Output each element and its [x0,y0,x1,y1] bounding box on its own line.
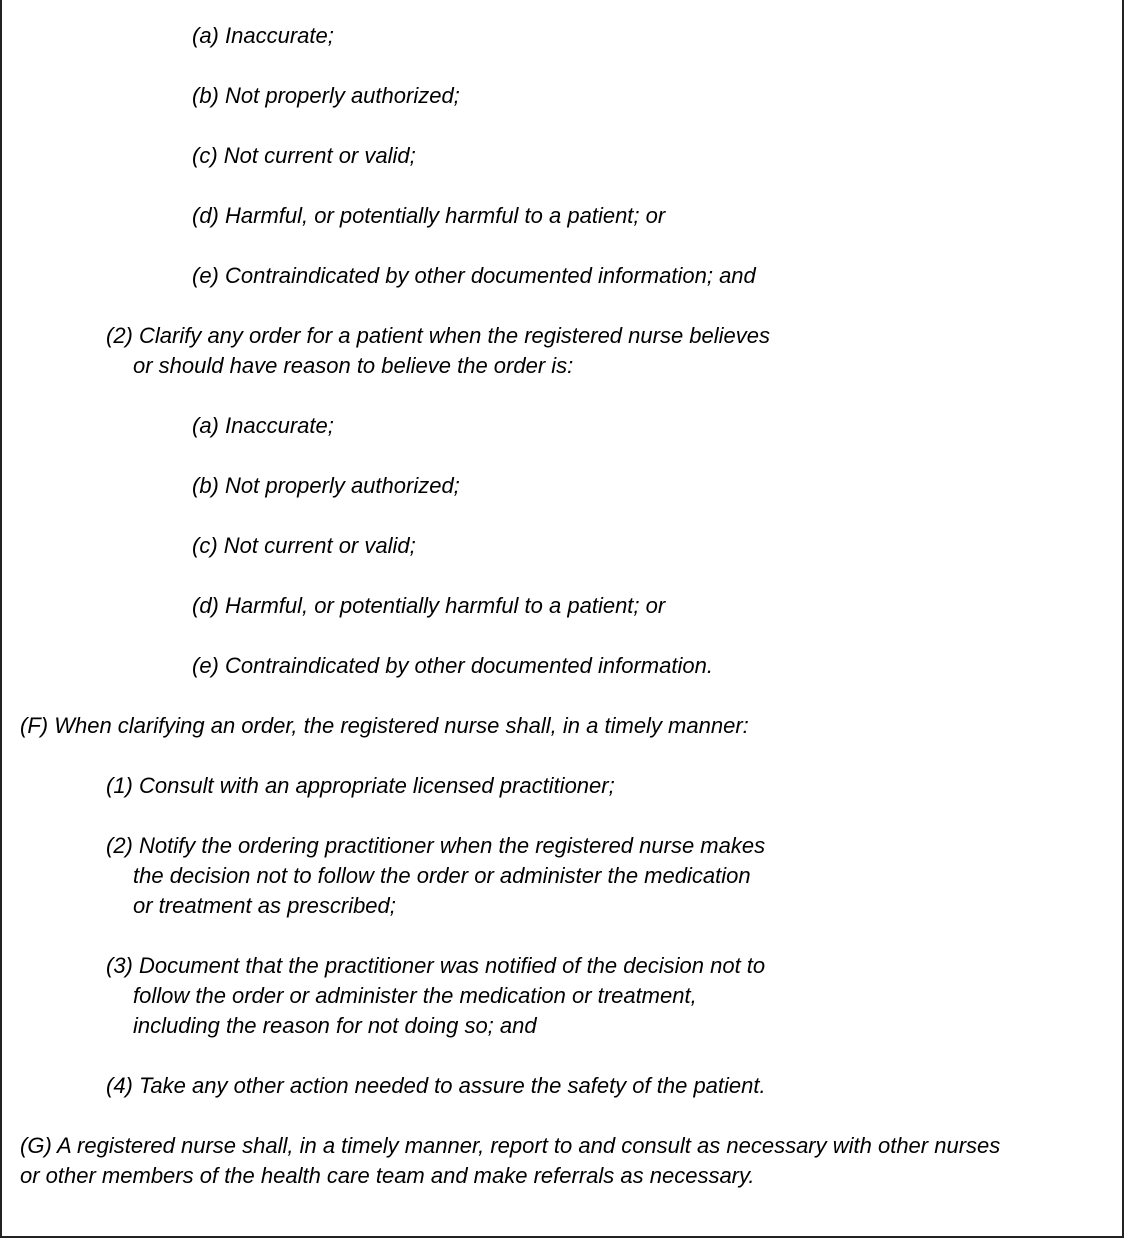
section-g-line2: or other members of the health care team and make referrals as necessary. [20,1163,755,1188]
clause-f2-line2: the decision not to follow the order or administer the medication [133,863,751,888]
clause-e2-line2: or should have reason to believe the order is: [133,353,574,378]
clause-f3-line1: (3) Document that the practitioner was notified of the decision not to [106,953,766,978]
list-item: (d) Harmful, or potentially harmful to a patient; or [192,593,666,618]
clause-f3-line3: including the reason for not doing so; and [133,1013,537,1038]
clause-f2-line1: (2) Notify the ordering practitioner when the registered nurse makes [106,833,766,858]
list-item: (c) Not current or valid; [192,533,416,558]
list-item: (a) Inaccurate; [192,413,334,438]
list-item: (d) Harmful, or potentially harmful to a patient; or [192,203,666,228]
list-item: (e) Contraindicated by other documented information. [192,653,713,678]
clause-f3-line2: follow the order or administer the medication or treatment, [133,983,697,1008]
clause-f4: (4) Take any other action needed to assure the safety of the patient. [106,1073,766,1098]
list-item: (a) Inaccurate; [192,23,334,48]
list-item: (e) Contraindicated by other documented information; and [192,263,756,288]
section-g-line1: (G) A registered nurse shall, in a timely manner, report to and consult as necessary with other nurses [20,1133,1001,1158]
list-item: (b) Not properly authorized; [192,83,460,108]
list-item: (c) Not current or valid; [192,143,416,168]
list-item: (b) Not properly authorized; [192,473,460,498]
clause-f1: (1) Consult with an appropriate licensed practitioner; [106,773,615,798]
clause-e2-line1: (2) Clarify any order for a patient when the registered nurse believes [106,323,771,348]
section-f-heading: (F) When clarifying an order, the registered nurse shall, in a timely manner: [20,713,749,738]
clause-f2-line3: or treatment as prescribed; [133,893,396,918]
